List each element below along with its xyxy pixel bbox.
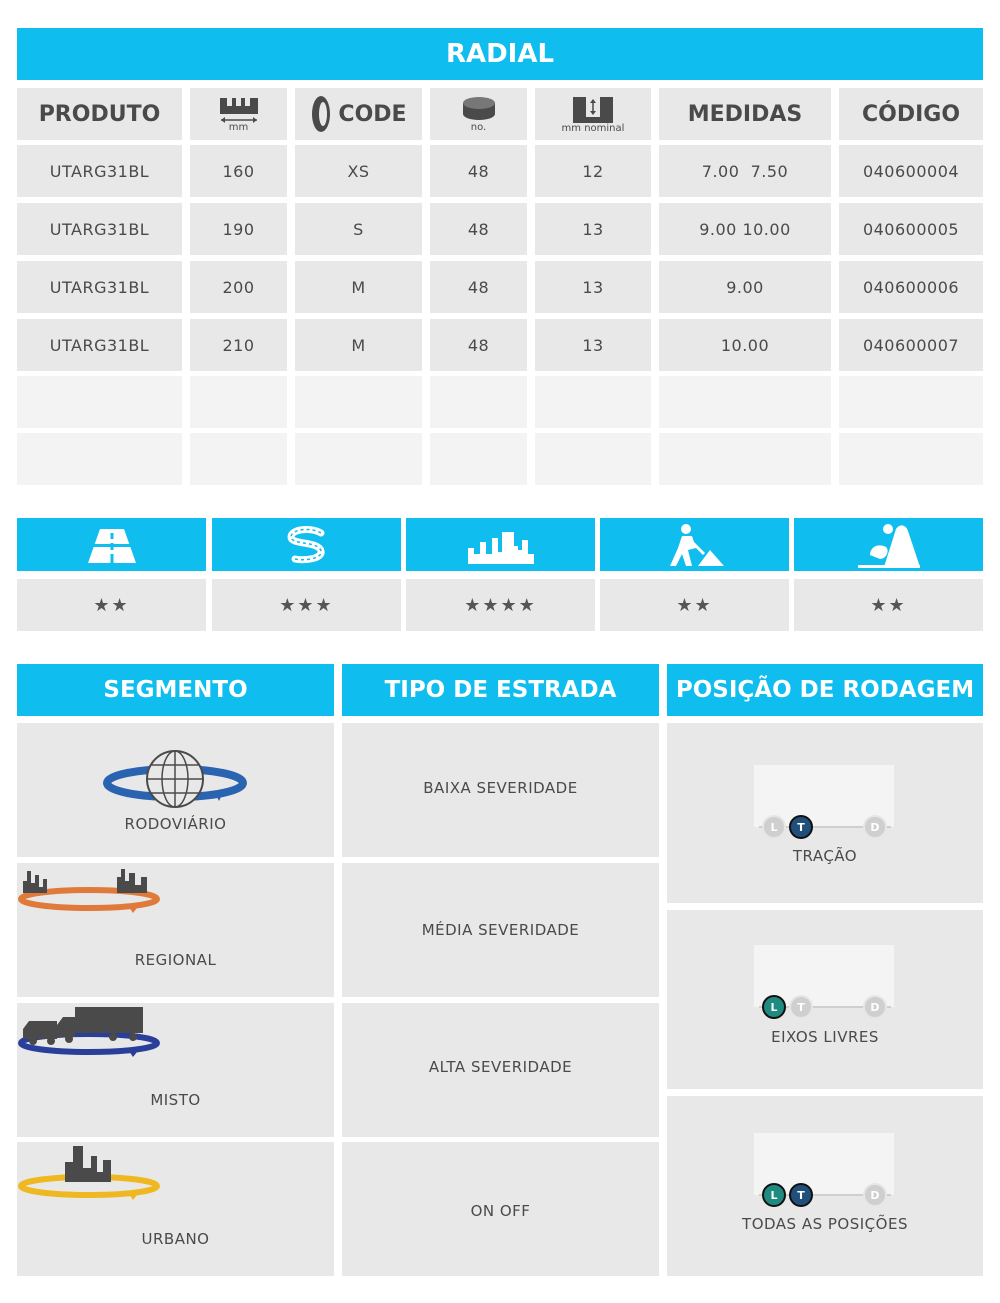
tread-depth-icon (571, 95, 615, 125)
cell-produto: UTARG31BL (17, 145, 182, 197)
empty-cell (17, 376, 182, 428)
position-traction (667, 723, 983, 903)
axle-t-dot: T (789, 815, 813, 839)
tire-icon (310, 94, 332, 134)
segment-label: RODOVIÁRIO (124, 815, 227, 833)
col-header-count (430, 88, 527, 140)
col-header-depth (535, 88, 651, 140)
rating-icon-cell (794, 518, 983, 571)
rating-stars: ★★ (17, 579, 206, 631)
empty-cell (659, 376, 831, 428)
empty-cell (190, 376, 287, 428)
position-free-axles (667, 910, 983, 1089)
segment-regional (17, 863, 334, 997)
cell-largura: 190 (190, 203, 287, 255)
axle-d-dot: D (863, 815, 887, 839)
empty-cell (535, 433, 651, 485)
empty-cell (659, 433, 831, 485)
cell-codigo: 040600007 (839, 319, 983, 371)
position-label: EIXOS LIVRES (771, 1028, 879, 1046)
segment-urbano (17, 1142, 334, 1276)
width-unit: mm (228, 121, 249, 133)
road-type-cell (342, 1142, 659, 1276)
cell-codigo: 040600006 (839, 261, 983, 313)
road-type-cell (342, 1003, 659, 1137)
depth-unit: mm nominal (561, 122, 625, 134)
cell-largura: 200 (190, 261, 287, 313)
cell-produto: UTARG31BL (17, 319, 182, 371)
axle-l-dot: L (762, 815, 786, 839)
trucks-arrow-icon (17, 1003, 163, 1059)
cell-no: 48 (430, 261, 527, 313)
rating-icon-cell (17, 518, 206, 571)
empty-cell (295, 376, 422, 428)
tread-width-icon (218, 96, 260, 124)
axle-d-dot: D (863, 1183, 887, 1207)
empty-cell (535, 376, 651, 428)
cell-code: M (295, 319, 422, 371)
globe-arrow-icon (103, 749, 249, 811)
segment-label: URBANO (141, 1230, 210, 1248)
count-unit: no. (470, 121, 487, 133)
cell-no: 48 (430, 145, 527, 197)
col-header-produto: PRODUTO (17, 88, 182, 140)
road-type-label: ALTA SEVERIDADE (428, 1058, 573, 1076)
cell-largura: 210 (190, 319, 287, 371)
road-work-icon (664, 522, 726, 568)
cities-arrow-icon (17, 863, 163, 913)
empty-cell (839, 376, 983, 428)
cell-profundidade: 12 (535, 145, 651, 197)
rating-icon-cell (600, 518, 789, 571)
road-type-cell (342, 863, 659, 997)
cell-no: 48 (430, 319, 527, 371)
road-type-label: MÉDIA SEVERIDADE (421, 921, 580, 939)
cell-medidas: 9.00 (659, 261, 831, 313)
cell-code: S (295, 203, 422, 255)
off-road-icon (856, 521, 922, 569)
cell-produto: UTARG31BL (17, 203, 182, 255)
cell-largura: 160 (190, 145, 287, 197)
segment-misto (17, 1003, 334, 1137)
axle-t-dot: T (789, 1183, 813, 1207)
col-header-width (190, 88, 287, 140)
cell-medidas: 10.00 (659, 319, 831, 371)
segment-label: REGIONAL (134, 951, 217, 969)
empty-cell (430, 433, 527, 485)
segment-rodoviario (17, 723, 334, 857)
radial-title: RADIAL (17, 28, 983, 80)
posicao-header: POSIÇÃO DE RODAGEM (667, 664, 983, 716)
code-header-label: CODE (338, 101, 407, 127)
col-header-code (295, 88, 422, 140)
cell-code: M (295, 261, 422, 313)
cell-medidas: 9.00 10.00 (659, 203, 831, 255)
empty-cell (190, 433, 287, 485)
cell-codigo: 040600005 (839, 203, 983, 255)
rating-stars: ★★★★ (406, 579, 595, 631)
col-header-medidas: MEDIDAS (659, 88, 831, 140)
tipo-estrada-header: TIPO DE ESTRADA (342, 664, 659, 716)
axle-l-dot: L (762, 1183, 786, 1207)
cell-profundidade: 13 (535, 319, 651, 371)
empty-cell (839, 433, 983, 485)
rating-icon-cell (212, 518, 401, 571)
position-all (667, 1096, 983, 1276)
rating-stars: ★★ (600, 579, 789, 631)
highway-icon (86, 525, 138, 565)
cell-medidas: 7.00 7.50 (659, 145, 831, 197)
axle-t-dot: T (789, 995, 813, 1019)
axle-l-dot: L (762, 995, 786, 1019)
cylinder-icon (461, 96, 497, 122)
axle-d-dot: D (863, 995, 887, 1019)
empty-cell (295, 433, 422, 485)
empty-cell (430, 376, 527, 428)
cell-produto: UTARG31BL (17, 261, 182, 313)
segmento-header: SEGMENTO (17, 664, 334, 716)
rating-stars: ★★★ (212, 579, 401, 631)
road-type-label: BAIXA SEVERIDADE (423, 779, 578, 797)
col-header-codigo: CÓDIGO (839, 88, 983, 140)
city-icon (466, 524, 536, 566)
rating-icon-cell (406, 518, 595, 571)
empty-cell (17, 433, 182, 485)
cell-code: XS (295, 145, 422, 197)
curvy-road-icon (281, 525, 333, 565)
city-arrow-icon (17, 1142, 163, 1202)
rating-stars: ★★ (794, 579, 983, 631)
cell-profundidade: 13 (535, 203, 651, 255)
segment-label: MISTO (150, 1091, 201, 1109)
road-type-cell (342, 723, 659, 857)
road-type-label: ON OFF (470, 1202, 531, 1220)
cell-no: 48 (430, 203, 527, 255)
cell-codigo: 040600004 (839, 145, 983, 197)
position-label: TRAÇÃO (792, 847, 858, 865)
position-label: TODAS AS POSIÇÕES (742, 1215, 908, 1233)
cell-profundidade: 13 (535, 261, 651, 313)
